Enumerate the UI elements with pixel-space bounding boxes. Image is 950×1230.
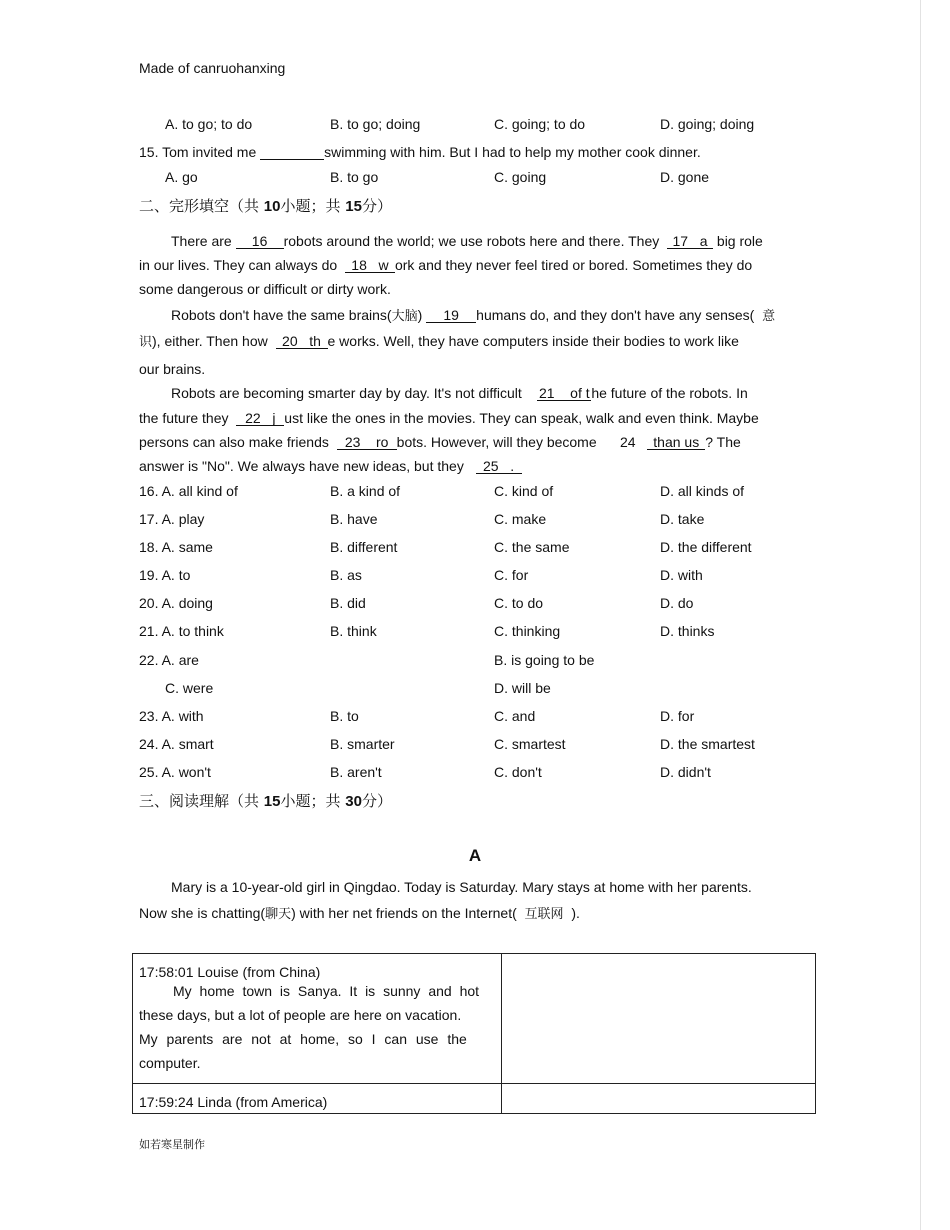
reading-a-text: ) with her net friends on the Internet( [291, 905, 517, 921]
q15-prefix: 15. Tom invited me [139, 144, 257, 160]
blank-25-tail: . [510, 458, 515, 474]
section-2-score: 15 [345, 198, 362, 215]
q19-option-b: B. as [330, 567, 362, 583]
cloze-text: e works. Well, they have computers inside their bodies to work like [327, 333, 739, 349]
reading-a-text: ). [571, 905, 580, 921]
chat-row-2-header: 17:59:24 Linda (from America) [139, 1094, 328, 1110]
blank-22-number: 22 [245, 410, 261, 426]
blank-17 [667, 234, 713, 249]
q16-option-c: C. kind of [494, 483, 554, 499]
q24-option-b: B. smarter [330, 736, 395, 752]
blank-24: than us [647, 435, 705, 450]
cloze-line: our brains. [139, 361, 206, 377]
cloze-line [139, 410, 759, 426]
blank-20-number: 20 [282, 333, 298, 349]
blank-22-tail: j [272, 410, 276, 426]
q22-option-c: C. were [165, 680, 214, 696]
section-2-title-mid: 小题；共 [280, 197, 341, 215]
section-3-title-mid: 小题；共 [280, 792, 341, 810]
reading-a-line-2 [139, 905, 580, 923]
chat-row-1-message [139, 979, 494, 1075]
cloze-line [139, 257, 752, 273]
q15-option-d: D. gone [660, 169, 710, 185]
q22-option-b: B. is going to be [494, 652, 595, 668]
cloze-text: ust like the ones in the movies. They can speak, walk and even think. Maybe [284, 410, 759, 426]
reading-a-line-1: Mary is a 10-year-old girl in Qingdao. Today is Saturday. Mary stays at home with her parents. [171, 879, 752, 895]
q14-option-c: C. going; to do [494, 116, 586, 132]
q25-option-b: B. aren't [330, 764, 382, 780]
q17-option-c: C. make [494, 511, 547, 527]
blank-17-number: 17 [672, 233, 689, 249]
section-2-title [139, 198, 392, 215]
q19-option-a: 19. A. to [139, 567, 191, 583]
page-header: Made of canruohanxing [139, 60, 286, 76]
q16-option-b: B. a kind of [330, 483, 401, 499]
blank-18 [345, 258, 395, 273]
q24-option-d: D. the smartest [660, 736, 755, 752]
blank-20 [276, 334, 328, 349]
blank-20-tail: th [309, 333, 321, 349]
q18-option-b: B. different [330, 539, 398, 555]
section-2-title-post: 分） [361, 197, 392, 215]
cloze-text: persons can also make friends [139, 434, 329, 450]
q23-option-a: 23. A. with [139, 708, 204, 724]
cloze-text: ork and they never feel tired or bored. Sometimes they do [394, 257, 753, 273]
q23-option-d: D. for [660, 708, 695, 724]
page-edge-divider [920, 0, 921, 1230]
section-3-score: 30 [345, 793, 362, 810]
reading-a-chinese-gloss: 聊天 [265, 907, 292, 922]
q18-option-c: C. the same [494, 539, 570, 555]
blank-19: 19 [426, 308, 476, 323]
cloze-text: in our lives. They can always do [139, 257, 338, 273]
chat-message-line: My parents are not at home, so I can use the [139, 1031, 467, 1047]
q15-question [139, 144, 701, 160]
cloze-line [139, 434, 741, 450]
q19-option-c: C. for [494, 567, 529, 583]
chat-row-1-header: 17:58:01 Louise (from China) [139, 964, 321, 980]
q15-option-a: A. go [165, 169, 198, 185]
q14-option-d: D. going; doing [660, 116, 755, 132]
cloze-text: There are [171, 233, 232, 249]
section-3-title-pre: 三、阅读理解（共 [139, 792, 260, 810]
blank-18-tail: w [378, 257, 389, 273]
q18-option-d: D. the different [660, 539, 752, 555]
blank-21 [537, 386, 591, 401]
q20-option-d: D. do [660, 595, 694, 611]
blank-25-number: 25 [482, 458, 499, 474]
q15-blank [260, 145, 324, 160]
section-3-title [139, 793, 392, 810]
q24-option-c: C. smartest [494, 736, 566, 752]
q25-option-d: D. didn't [660, 764, 711, 780]
cloze-text: he future of the robots. In [591, 385, 748, 401]
q18-option-a: 18. A. same [139, 539, 213, 555]
blank-18-number: 18 [351, 257, 367, 273]
blank-23 [337, 435, 397, 450]
cloze-line [139, 458, 522, 474]
blank-17-tail: a [699, 233, 708, 249]
q15-suffix: swimming with him. But I had to help my mother cook dinner. [324, 144, 701, 160]
q22-option-a: 22. A. are [139, 652, 199, 668]
blank-21-number: 21 [539, 385, 555, 401]
cloze-line [171, 307, 775, 325]
table-row-divider [133, 1083, 815, 1084]
reading-a-chinese-gloss: 互联网 [524, 907, 564, 922]
blank-24-number: 24 [619, 434, 636, 450]
cloze-chinese-gloss: 大脑 [391, 309, 418, 324]
blank-23-number: 23 [344, 434, 361, 450]
chat-table [132, 953, 816, 1114]
blank-23-tail: ro [376, 434, 389, 450]
q24-option-a: 24. A. smart [139, 736, 214, 752]
q21-option-b: B. think [330, 623, 377, 639]
blank-21-tail: of t [570, 385, 590, 401]
cloze-text: ? The [705, 434, 741, 450]
q14-option-a: A. to go; to do [165, 116, 253, 132]
q25-option-c: C. don't [494, 764, 542, 780]
q22-option-d: D. will be [494, 680, 551, 696]
cloze-line [139, 333, 739, 351]
cloze-chinese-gloss: 意 [762, 309, 776, 324]
chat-message-line: these days, but a lot of people are here on vacation. [139, 1007, 462, 1023]
q15-option-b: B. to go [330, 169, 379, 185]
cloze-text: robots around the world; we use robots here and there. They [283, 233, 660, 249]
cloze-chinese-gloss: 识 [139, 335, 153, 350]
q23-option-c: C. and [494, 708, 536, 724]
blank-22 [236, 411, 284, 426]
section-3-title-post: 分） [361, 792, 392, 810]
cloze-text: Robots are becoming smarter day by day. It's not difficult [171, 385, 522, 401]
cloze-text: ) [417, 307, 423, 323]
section-2-title-pre: 二、完形填空（共 [139, 197, 260, 215]
cloze-text: ), either. Then how [152, 333, 268, 349]
cloze-text: humans do, and they don't have any senses( [476, 307, 755, 323]
cloze-line [171, 233, 763, 249]
q21-option-c: C. thinking [494, 623, 561, 639]
cloze-text: big role [716, 233, 763, 249]
q17-option-d: D. take [660, 511, 705, 527]
cloze-line [171, 385, 748, 401]
q17-option-a: 17. A. play [139, 511, 205, 527]
section-2-count: 10 [263, 198, 281, 215]
q23-option-b: B. to [330, 708, 359, 724]
q14-option-b: B. to go; doing [330, 116, 421, 132]
section-3-count: 15 [263, 793, 281, 810]
cloze-text: answer is "No". We always have new ideas, but they [139, 458, 464, 474]
q21-option-a: 21. A. to think [139, 623, 224, 639]
blank-16: 16 [236, 234, 284, 249]
q20-option-b: B. did [330, 595, 366, 611]
q16-option-d: D. all kinds of [660, 483, 745, 499]
q21-option-d: D. thinks [660, 623, 715, 639]
q25-option-a: 25. A. won't [139, 764, 211, 780]
cloze-text: bots. However, will they become [396, 434, 597, 450]
page-footer: 如若寒星制作 [139, 1138, 205, 1151]
q16-option-a: 16. A. all kind of [139, 483, 238, 499]
q20-option-a: 20. A. doing [139, 595, 213, 611]
q19-option-d: D. with [660, 567, 703, 583]
q15-option-c: C. going [494, 169, 547, 185]
q17-option-b: B. have [330, 511, 378, 527]
reading-a-text: Now she is chatting( [139, 905, 266, 921]
reading-a-title: A [468, 846, 482, 865]
q20-option-c: C. to do [494, 595, 544, 611]
cloze-text: Robots don't have the same brains( [171, 307, 392, 323]
cloze-text: the future they [139, 410, 229, 426]
chat-message-line: computer. [139, 1055, 201, 1071]
chat-message-line: My home town is Sanya. It is sunny and hot [173, 983, 480, 999]
blank-25 [476, 459, 522, 474]
table-column-divider [501, 954, 502, 1113]
cloze-line: some dangerous or difficult or dirty work. [139, 281, 391, 297]
